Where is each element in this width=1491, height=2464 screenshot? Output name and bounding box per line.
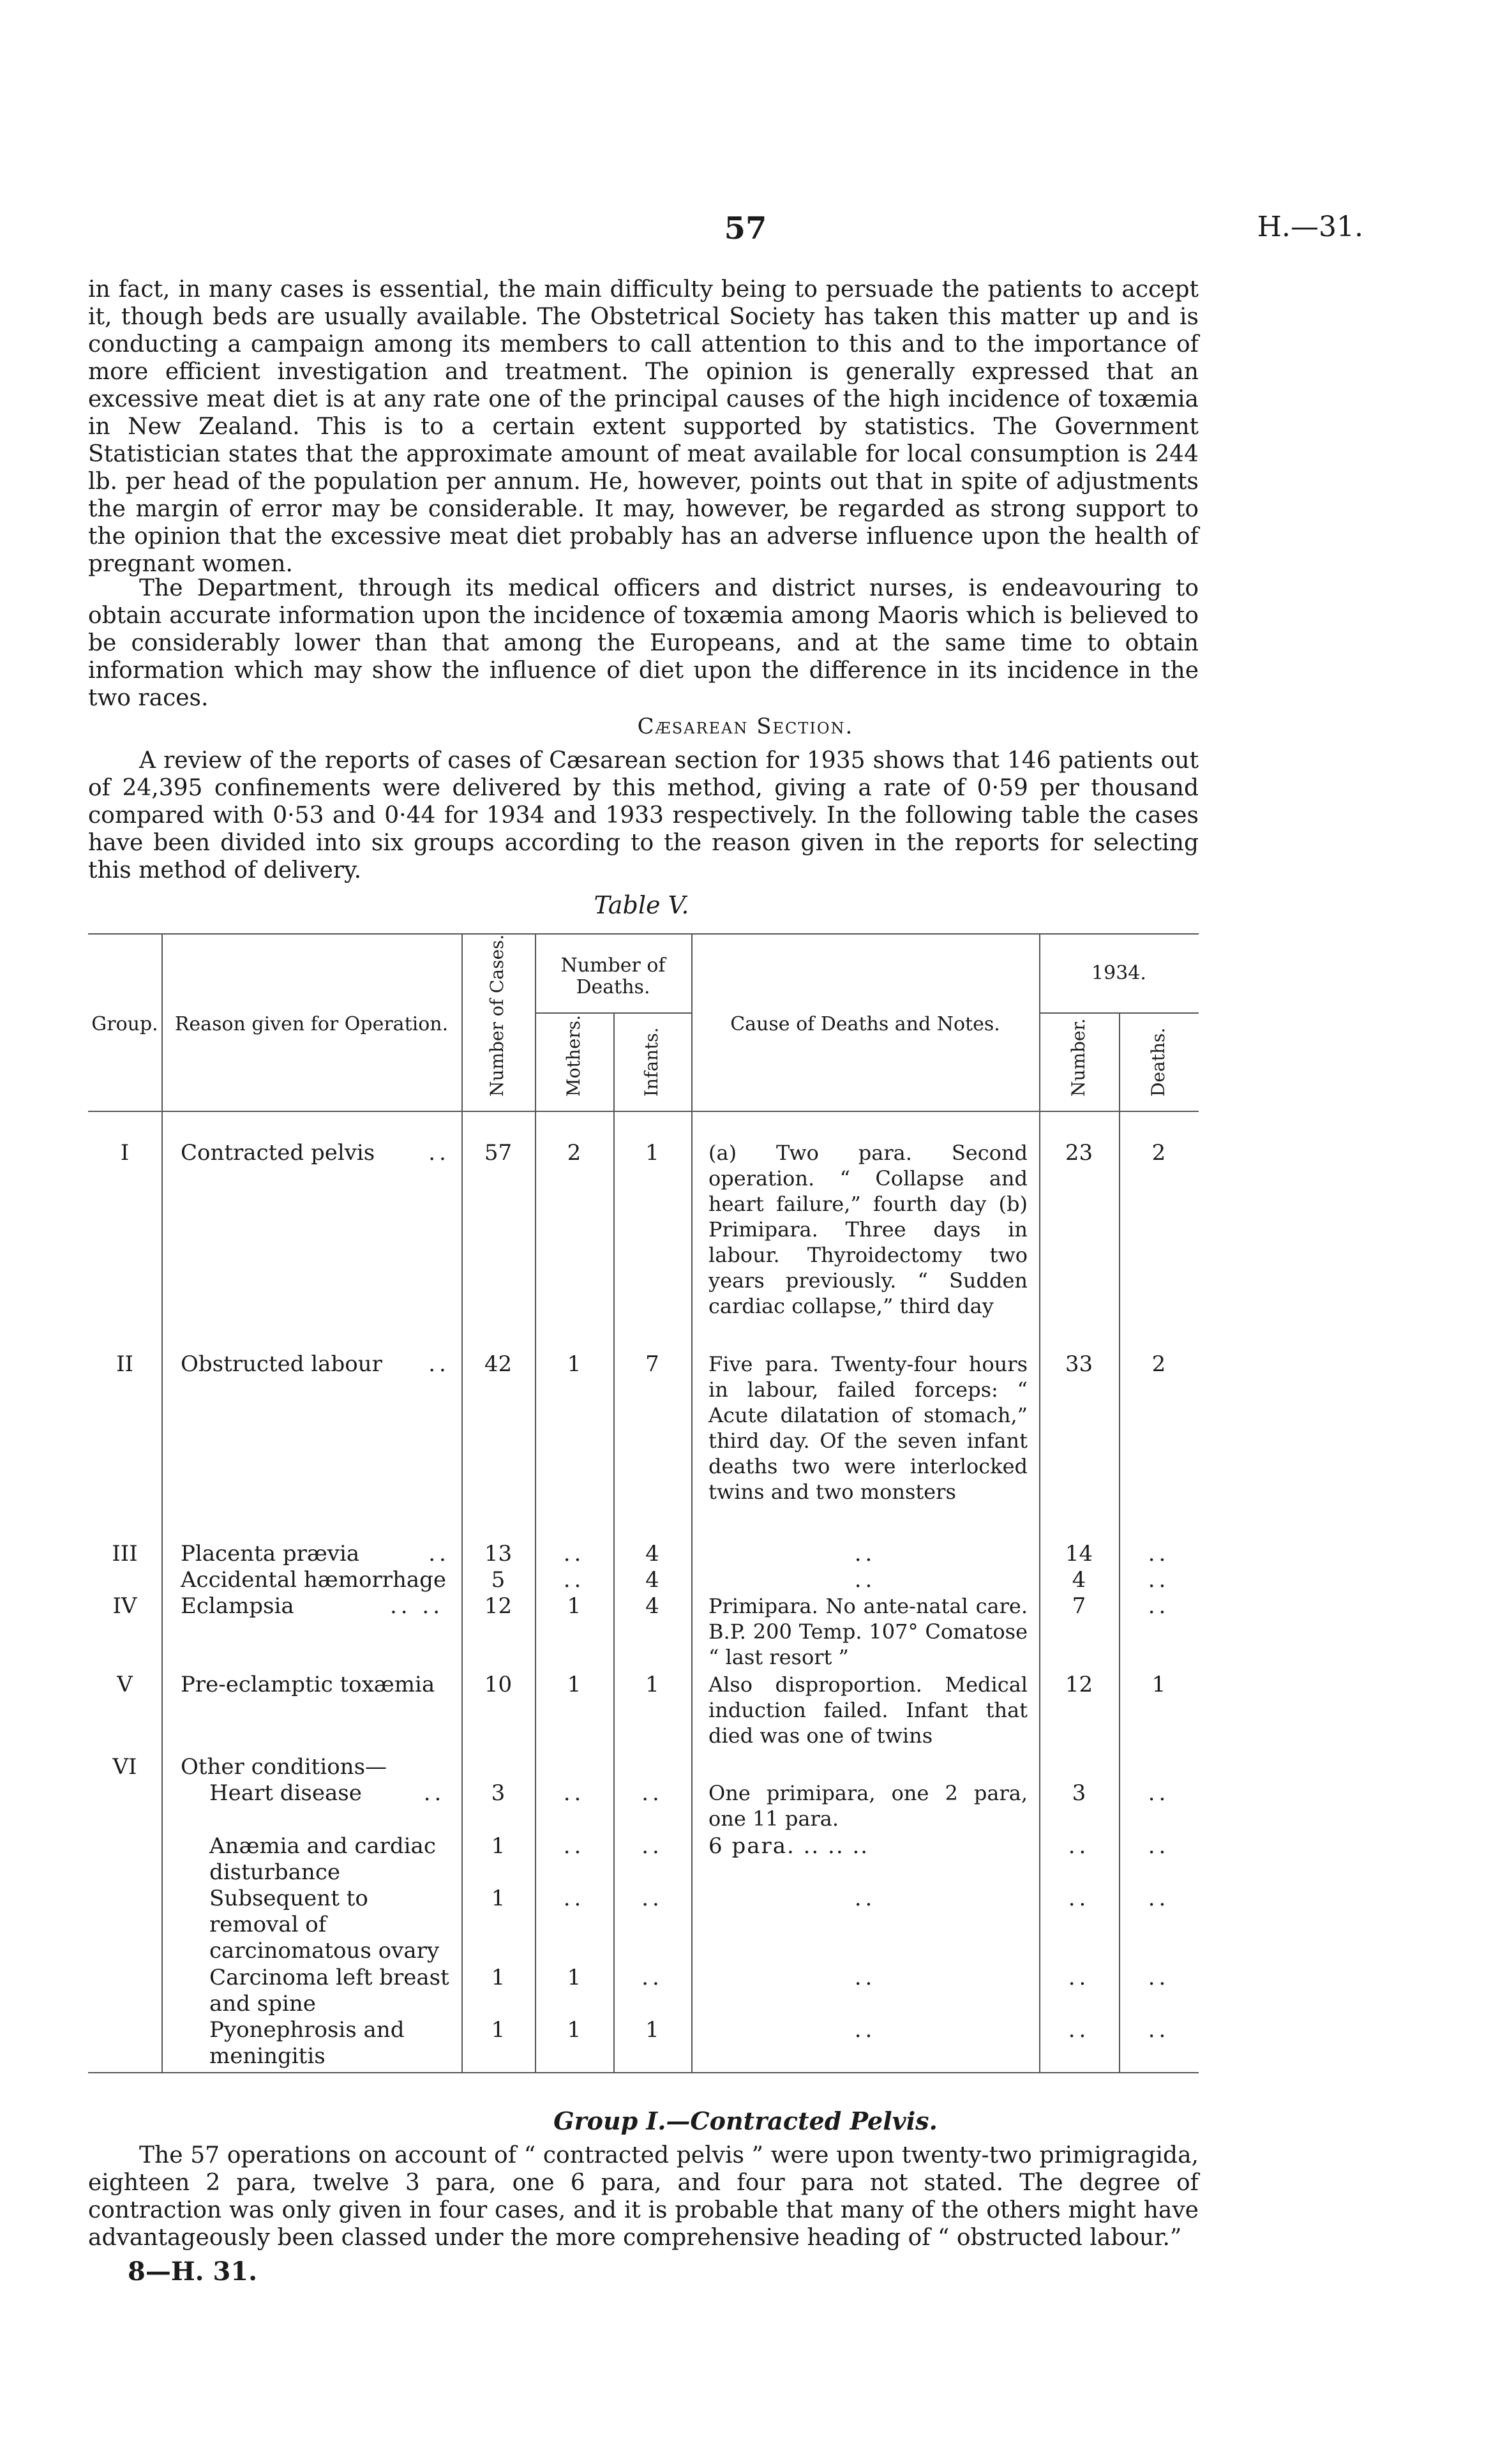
- row-leader: ..: [428, 1351, 450, 1377]
- row-note: 6 para. .. .. ..: [708, 1833, 869, 1859]
- row-group: I: [120, 1140, 130, 1166]
- row-mothers: 1: [567, 1965, 581, 1990]
- row-reason: Anæmia and cardiac disturbance: [209, 1833, 436, 1885]
- row-cases: 57: [484, 1140, 513, 1166]
- row-reason: Obstructed labour: [181, 1351, 382, 1377]
- row-deaths-1934: ..: [1148, 1886, 1170, 1911]
- row-number-1934: ..: [1068, 1886, 1090, 1911]
- row-infants: 4: [645, 1567, 659, 1593]
- page-number: 57: [724, 211, 767, 246]
- row-number-1934: 4: [1072, 1567, 1086, 1593]
- table-caption: Table V.: [594, 891, 689, 919]
- row-reason: Other conditions—: [181, 1754, 387, 1780]
- row-mothers: 1: [567, 1593, 581, 1619]
- row-reason: Subsequent to removal of carcinomatous ovary: [209, 1886, 440, 1964]
- row-infants: ..: [641, 1833, 663, 1859]
- row-group: VI: [112, 1754, 137, 1780]
- header-group: Group.: [91, 1013, 158, 1035]
- row-leader: .. ..: [389, 1593, 444, 1619]
- table-v: [88, 933, 1199, 2089]
- col-rule: [161, 933, 163, 2072]
- row-infants: 4: [645, 1541, 659, 1566]
- row-cases: 1: [491, 1965, 506, 1990]
- row-deaths-1934: 2: [1151, 1351, 1166, 1377]
- row-deaths-1934: ..: [1148, 1780, 1170, 1806]
- header-number-of-cases: Number of Cases.: [486, 934, 507, 1097]
- row-leader: ..: [423, 1780, 446, 1806]
- row-note: ..: [854, 1541, 876, 1566]
- paragraph-4: The 57 operations on account of “ contracted pelvis ” were upon twenty-two primigragida, eighteen 2 para, twelve 3 para, one 6 para, and four para not stated. The degree of contraction was only given in four cases, and it is probable that many of the others might have advantageously been classed under the more comprehensive heading of “ obstructed labour.”: [88, 2142, 1199, 2251]
- table-header-rule: [88, 1111, 1199, 1112]
- row-reason: Pre-eclamptic toxæmia: [181, 1672, 435, 1697]
- row-cases: 12: [484, 1593, 513, 1619]
- row-note: ..: [854, 2017, 876, 2043]
- row-deaths-1934: 1: [1151, 1672, 1166, 1697]
- row-reason: Heart disease: [209, 1780, 362, 1806]
- row-mothers: ..: [563, 1567, 585, 1593]
- paragraph-3: A review of the reports of cases of Cæsarean section for 1935 shows that 146 patients out of 24,395 confinements were delivered by this method, giving a rate of 0·59 per thousand compared with 0·53 and 0·44 for 1934 and 1933 respectively. In the following table the cases have been divided into six groups according to the reason given in the reports for selecting this method of delivery.: [88, 747, 1199, 883]
- row-group: V: [117, 1672, 133, 1697]
- row-reason: Contracted pelvis: [181, 1140, 375, 1166]
- row-reason: Pyonephrosis and meningitis: [209, 2017, 405, 2069]
- row-note: ..: [854, 1567, 876, 1593]
- row-cases: 13: [484, 1541, 513, 1566]
- row-cases: 5: [491, 1567, 506, 1593]
- table-bottom-rule: [88, 2072, 1199, 2073]
- row-mothers: 2: [567, 1140, 581, 1166]
- row-note: Also disproportion. Medical induction failed. Infant that died was one of twins: [708, 1672, 1028, 1748]
- row-number-1934: ..: [1068, 1833, 1090, 1859]
- header-mothers: Mothers.: [563, 1014, 584, 1097]
- row-deaths-1934: ..: [1148, 1593, 1170, 1619]
- row-leader: ..: [428, 1140, 450, 1166]
- row-leader: ..: [428, 1541, 450, 1566]
- header-number-of-deaths: Number of Deaths.: [560, 954, 666, 998]
- row-mothers: ..: [563, 1780, 585, 1806]
- row-number-1934: 14: [1065, 1541, 1093, 1566]
- row-number-1934: 3: [1072, 1780, 1086, 1806]
- row-deaths-1934: ..: [1148, 2017, 1170, 2043]
- row-reason: Eclampsia: [181, 1593, 294, 1619]
- header-infants: Infants.: [641, 1027, 662, 1097]
- row-mothers: 1: [567, 1351, 581, 1377]
- header-year-1934: 1934.: [1091, 962, 1146, 984]
- row-cases: 42: [484, 1351, 513, 1377]
- row-number-1934: ..: [1068, 2017, 1090, 2043]
- row-infants: 1: [645, 1140, 659, 1166]
- row-mothers: ..: [563, 1886, 585, 1911]
- row-reason: Carcinoma left breast and spine: [209, 1965, 449, 2017]
- row-number-1934: ..: [1068, 1965, 1090, 1990]
- paragraph-2: The Department, through its medical officers and district nurses, is endeavouring to obtain accurate information upon the incidence of toxæmia among Maoris which is believed to be considerably lower than that among the Europeans, and at the same time to obtain information which may show the influence of diet upon the difference in its incidence in the two races.: [88, 575, 1199, 711]
- section-heading: Cæsarean Section.: [637, 714, 854, 739]
- row-deaths-1934: ..: [1148, 1567, 1170, 1593]
- document-reference: H.—31.: [1257, 211, 1363, 243]
- row-deaths-1934: ..: [1148, 1541, 1170, 1566]
- footer-signature: 8—H. 31.: [128, 2257, 258, 2287]
- group-i-heading: Group I.—Contracted Pelvis.: [553, 2107, 938, 2135]
- row-number-1934: 33: [1065, 1351, 1093, 1377]
- row-group: III: [112, 1541, 138, 1566]
- row-infants: 7: [645, 1351, 659, 1377]
- row-infants: 1: [645, 2017, 659, 2043]
- row-cases: 1: [491, 1886, 506, 1911]
- row-group: IV: [112, 1593, 137, 1619]
- row-mothers: ..: [563, 1541, 585, 1566]
- row-infants: ..: [641, 1886, 663, 1911]
- row-infants: 4: [645, 1593, 659, 1619]
- header-reason: Reason given for Operation.: [174, 1013, 449, 1035]
- table-top-rule: [88, 933, 1199, 935]
- header-deaths-1934: Deaths.: [1148, 1027, 1169, 1097]
- header-number-1934: Number.: [1068, 1018, 1089, 1097]
- row-cases: 10: [484, 1672, 513, 1697]
- row-reason: Accidental hæmorrhage: [181, 1567, 447, 1593]
- row-infants: 1: [645, 1672, 659, 1697]
- row-deaths-1934: 2: [1151, 1140, 1166, 1166]
- header-cause-of-deaths: Cause of Deaths and Notes.: [730, 1013, 1000, 1035]
- row-number-1934: 7: [1072, 1593, 1086, 1619]
- row-note: Five para. Twenty-four hours in labour, failed forceps: “ Acute dilatation of stomach,” third day. Of the seven infant deaths two were interlocked twins and two monsters: [708, 1352, 1028, 1504]
- row-note: (a) Two para. Second operation. “ Collapse and heart failure,” fourth day (b) Primipara. Three days in labour. Thyroidectomy two years previously. “ Sudden cardiac collapse,” third day: [708, 1141, 1028, 1318]
- row-cases: 1: [491, 1833, 506, 1859]
- row-reason: Placenta prævia: [181, 1541, 360, 1566]
- paragraph-1: in fact, in many cases is essential, the main difficulty being to persuade the patients to accept it, though beds are usually available. The Obstetrical Society has taken this matter up and is conducting a campaign among its members to call attention to this and to the importance of more efficient investigation and treatment. The opinion is generally expressed that an excessive meat diet is at any rate one of the principal causes of the high incidence of toxæmia in New Zealand. This is to a certain extent supported by statistics. The Government Statistician states that the approximate amount of meat available for local consumption is 244 lb. per head of the population per annum. He, however, points out that in spite of adjustments the margin of error may be considerable. It may, however, be regarded as strong support to the opinion that the excessive meat diet probably has an adverse influence upon the health of pregnant women.: [88, 276, 1199, 577]
- row-mothers: 1: [567, 2017, 581, 2043]
- row-mothers: ..: [563, 1833, 585, 1859]
- row-note: Primipara. No ante-natal care. B.P. 200 Temp. 107° Comatose “ last resort ”: [708, 1594, 1028, 1669]
- row-number-1934: 23: [1065, 1140, 1093, 1166]
- row-note: ..: [854, 1965, 876, 1990]
- row-note: One primipara, one 2 para, one 11 para.: [708, 1781, 1028, 1831]
- row-cases: 3: [491, 1780, 506, 1806]
- row-deaths-1934: ..: [1148, 1833, 1170, 1859]
- row-infants: ..: [641, 1965, 663, 1990]
- row-group: II: [116, 1351, 133, 1377]
- row-mothers: 1: [567, 1672, 581, 1697]
- row-note: ..: [854, 1886, 876, 1911]
- row-number-1934: 12: [1065, 1672, 1093, 1697]
- row-infants: ..: [641, 1780, 663, 1806]
- row-deaths-1934: ..: [1148, 1965, 1170, 1990]
- row-cases: 1: [491, 2017, 506, 2043]
